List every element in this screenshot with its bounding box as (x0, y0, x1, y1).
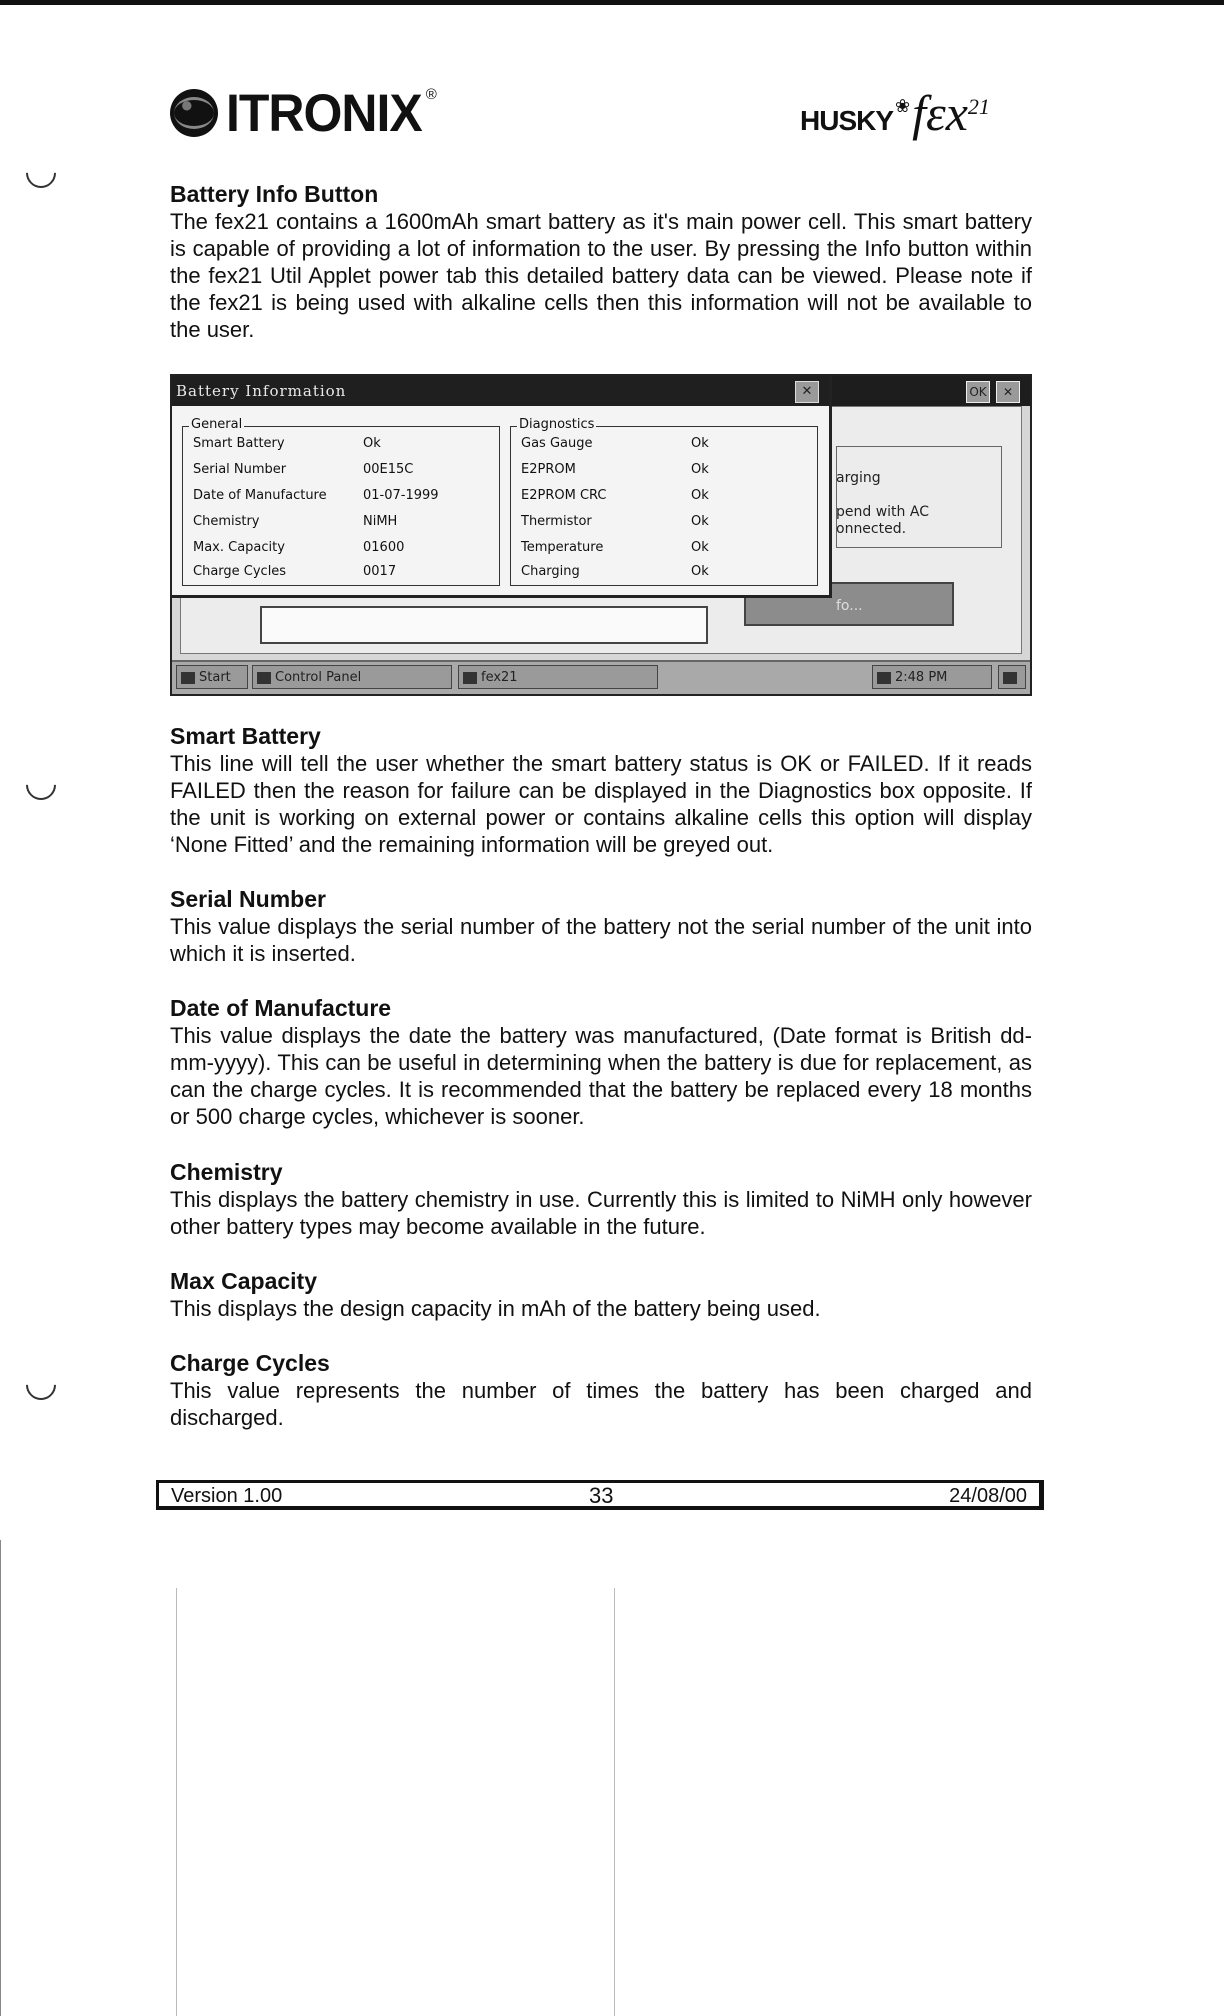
section-heading: Serial Number (170, 886, 326, 912)
dialog-close-button[interactable]: ✕ (795, 381, 819, 403)
general-group (182, 417, 500, 586)
battery-info-screenshot (170, 374, 1032, 696)
general-row: Smart Battery Ok (193, 436, 381, 451)
section-body: This line will tell the user whether the smart battery status is OK or FAILED. If it reads FAILED then the reason for failure can be displayed in the Diagnostics box opposite. If the unit is working on external power or contains alkaline cells this option will display ‘None Fitted’ and the remaining information will be greyed out. (170, 751, 1032, 857)
footer-page-number: 33 (589, 1483, 614, 1508)
dialog-title: Battery Information (172, 376, 829, 406)
section-charge-cycles (170, 1350, 1032, 1431)
background-text: pend with AC (836, 504, 929, 520)
diagnostics-row: Charging Ok (521, 564, 709, 579)
page-footer (156, 1480, 1044, 1510)
power-icon (877, 672, 891, 684)
diagnostics-row: E2PROM CRC Ok (521, 488, 709, 503)
section-date-of-manufacture (170, 995, 1032, 1130)
section-body: This value displays the serial number of the battery not the serial number of the unit into which it is inserted. (170, 914, 1032, 966)
fex-logo-text: fεx (912, 85, 968, 141)
app-icon (463, 672, 477, 684)
section-heading: Max Capacity (170, 1268, 318, 1294)
section-body: This displays the battery chemistry in use. Currently this is limited to NiMH only however other battery types may become available in the future. (170, 1187, 1032, 1239)
punch-hole-mark (20, 1364, 62, 1406)
background-text: arging (836, 470, 881, 486)
diagnostics-row: E2PROM Ok (521, 462, 709, 477)
background-text: onnected. (836, 521, 907, 537)
section-body: This value represents the number of times the battery has been charged and discharged. (170, 1378, 1032, 1430)
control-panel-task[interactable]: Control Panel (252, 665, 452, 689)
section-max-capacity (170, 1268, 1032, 1322)
section-smart-battery (170, 723, 1032, 858)
husky-fex21-logo (800, 84, 990, 142)
general-row: Max. Capacity 01600 (193, 540, 405, 555)
background-ok-button[interactable]: OK (966, 381, 990, 403)
section-heading: Chemistry (170, 1159, 283, 1185)
section-chemistry (170, 1159, 1032, 1240)
scan-artifact-line (176, 1588, 177, 2016)
intro-heading: Battery Info Button (170, 181, 379, 207)
diagnostics-group-label: Diagnostics (519, 417, 595, 432)
registered-mark: ® (425, 86, 437, 103)
intro-section (170, 181, 1032, 343)
fex21-task[interactable]: fex21 (458, 665, 658, 689)
globe-icon (170, 89, 218, 137)
section-serial-number (170, 886, 1032, 967)
general-row: Date of Manufacture 01-07-1999 (193, 488, 439, 503)
intro-body: The fex21 contains a 1600mAh smart battery as it's main power cell. This smart battery is capable of providing a lot of information to the user. By pressing the Info button within the fex21 Util Applet power tab this detailed battery data can be viewed. Please note if the fex21 is being used with alkaline cells then this information will not be available to the user. (170, 209, 1032, 342)
windows-icon (181, 672, 195, 684)
itronix-logo-text: ITRONIX (226, 83, 422, 143)
clock: 2:48 PM (895, 670, 948, 685)
punch-hole-mark (20, 152, 62, 194)
background-close-button[interactable]: ✕ (996, 381, 1020, 403)
start-button[interactable]: Start (176, 665, 248, 689)
section-heading: Smart Battery (170, 723, 321, 749)
section-body: This displays the design capacity in mAh of the battery being used. (170, 1296, 821, 1321)
footer-date: 24/08/00 (949, 1485, 1027, 1507)
paw-icon: ❀ (895, 96, 911, 116)
desktop-icon (1003, 672, 1017, 684)
itronix-logo (170, 84, 437, 142)
general-row: Serial Number 00E15C (193, 462, 414, 477)
taskbar (172, 660, 1030, 694)
system-tray (872, 665, 992, 689)
section-heading: Charge Cycles (170, 1350, 330, 1376)
background-info-button[interactable]: fo... (744, 582, 954, 626)
punch-hole-mark (20, 764, 62, 806)
section-body: This value displays the date the battery was manufactured, (Date format is British dd-mm-yyyy). This can be useful in determining when the battery is due for replacement, as can the charge cycles. It is recommended that the battery be replaced every 18 months or 500 charge cycles, whichever is sooner. (170, 1023, 1032, 1129)
background-input[interactable] (260, 606, 708, 644)
general-row: Chemistry NiMH (193, 514, 398, 529)
husky-logo-text: HUSKY (800, 105, 894, 136)
footer-version: Version 1.00 (171, 1485, 283, 1507)
diagnostics-row: Temperature Ok (521, 540, 709, 555)
scan-edge-line (0, 1540, 1, 2016)
control-panel-icon (257, 672, 271, 684)
desktop-button[interactable] (998, 665, 1026, 689)
scan-artifact-line (614, 1588, 615, 2016)
section-heading: Date of Manufacture (170, 995, 392, 1021)
fex-logo-number: 21 (967, 94, 990, 119)
top-border (0, 0, 1224, 5)
general-group-label: General (191, 417, 243, 432)
general-row: Charge Cycles 0017 (193, 564, 397, 579)
diagnostics-row: Thermistor Ok (521, 514, 709, 529)
diagnostics-group (510, 417, 818, 586)
diagnostics-row: Gas Gauge Ok (521, 436, 709, 451)
battery-information-dialog (172, 376, 832, 598)
